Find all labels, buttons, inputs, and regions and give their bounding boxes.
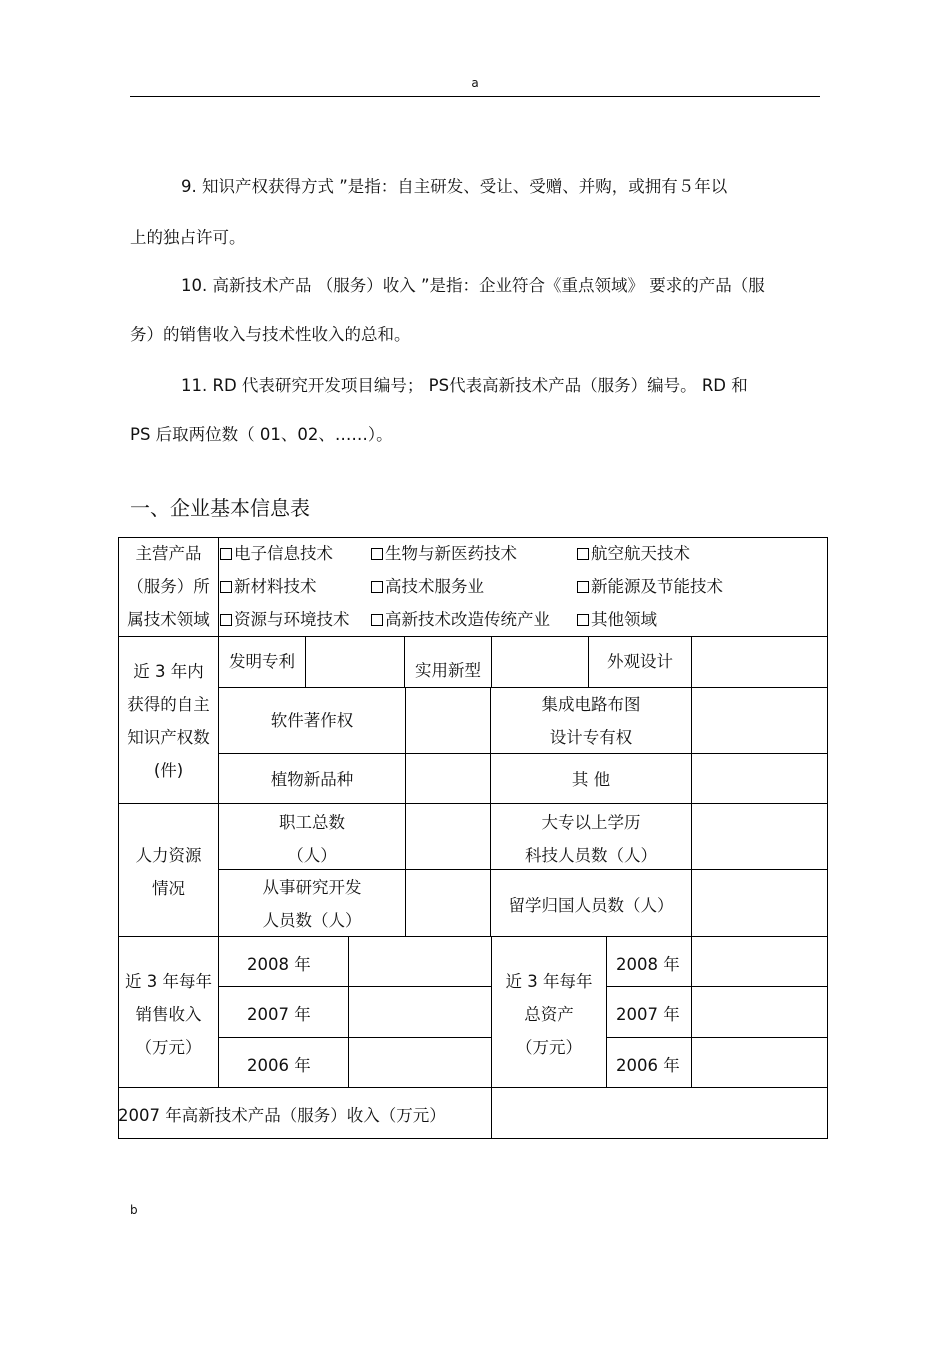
sales-label-3: （万元） [135, 1038, 202, 1057]
assets-year-2006: 2006 年 [616, 1056, 680, 1075]
rd-staff-label-2: 人员数（人） [262, 911, 362, 930]
note-9-line1: 9. 知识产权获得方式 ”是指：自主研发、受让、受赠、并购，或拥有５年以 [181, 177, 728, 196]
option-new-materials[interactable] [220, 570, 317, 603]
utility-model-value[interactable] [491, 636, 589, 688]
assets-label-2: 总资产 [524, 1005, 574, 1024]
ip-other-label: 其 他 [571, 770, 611, 789]
checkbox-icon[interactable] [220, 614, 232, 626]
design-label: 外观设计 [607, 652, 673, 671]
rd-staff-label-1: 从事研究开发 [262, 878, 362, 897]
assets-year-2007: 2007 年 [616, 1005, 680, 1024]
assets-2008-value[interactable] [691, 936, 828, 987]
checkbox-icon[interactable] [371, 581, 383, 593]
header-mark: a [471, 76, 479, 90]
option-label: 其他领域 [591, 610, 657, 629]
option-label: 高新技术改造传统产业 [385, 610, 550, 629]
design-value[interactable] [691, 636, 828, 688]
hightech-income-label: 2007 年高新技术产品（服务）收入（万元） [118, 1106, 446, 1125]
utility-model-label: 实用新型 [415, 661, 481, 680]
note-11-line2: PS 后取两位数（ 01、02、……）。 [130, 425, 393, 444]
checkbox-icon[interactable] [577, 548, 589, 560]
sales-year-2008: 2008 年 [247, 955, 311, 974]
college-staff-label-1: 大专以上学历 [541, 813, 641, 832]
option-label: 电子信息技术 [234, 544, 333, 563]
header-rule [130, 96, 820, 97]
option-label: 航空航天技术 [591, 544, 690, 563]
ip-label-1: 近 3 年内 [133, 662, 204, 681]
plant-variety-value[interactable] [405, 753, 491, 804]
ic-layout-label-2: 设计专有权 [549, 728, 633, 747]
college-staff-label-2: 科技人员数（人） [525, 846, 657, 865]
checkbox-icon[interactable] [220, 548, 232, 560]
note-11-line1: 11. RD 代表研究开发项目编号； PS代表高新技术产品（服务）编号。 RD 和 [181, 376, 748, 395]
checkbox-icon[interactable] [371, 614, 383, 626]
enterprise-info-table [118, 537, 828, 1139]
checkbox-icon[interactable] [220, 581, 232, 593]
invention-patent-value[interactable] [305, 636, 405, 688]
ic-layout-value[interactable] [691, 687, 828, 754]
sales-year-2007: 2007 年 [247, 1005, 311, 1024]
ip-label-2: 获得的自主 [127, 695, 210, 714]
tech-field-label-2: （服务）所 [127, 577, 210, 596]
checkbox-icon[interactable] [577, 581, 589, 593]
sales-2006-value[interactable] [348, 1037, 492, 1088]
checkbox-icon[interactable] [577, 614, 589, 626]
assets-2007-value[interactable] [691, 986, 828, 1038]
note-10-line2: 务）的销售收入与技术性收入的总和。 [130, 325, 411, 344]
rd-staff-value[interactable] [405, 869, 491, 937]
option-other-fields[interactable] [577, 603, 657, 636]
ip-label-4: (件) [153, 761, 184, 780]
tech-field-label-1: 主营产品 [135, 544, 202, 563]
option-high-tech-services[interactable] [371, 570, 484, 603]
option-resources-environment[interactable] [220, 603, 350, 636]
footer-mark: b [130, 1203, 138, 1217]
ip-label-3: 知识产权数 [127, 728, 210, 747]
hr-label-2: 情况 [152, 879, 185, 898]
section-title: 一、企业基本信息表 [130, 496, 310, 520]
total-staff-label-2: （人） [287, 846, 337, 865]
total-staff-label-1: 职工总数 [279, 813, 345, 832]
software-value[interactable] [405, 687, 491, 754]
returnees-label: 留学归国人员数（人） [508, 896, 674, 915]
option-electronic-info[interactable] [220, 537, 333, 570]
option-traditional-upgrade[interactable] [371, 603, 550, 636]
total-staff-value[interactable] [405, 803, 491, 870]
option-label: 生物与新医药技术 [385, 544, 517, 563]
sales-2007-value[interactable] [348, 986, 492, 1038]
sales-year-2006: 2006 年 [247, 1056, 311, 1075]
returnees-value[interactable] [691, 869, 828, 937]
tech-field-label-3: 属技术领域 [127, 610, 210, 629]
option-label: 新能源及节能技术 [591, 577, 723, 596]
assets-year-2008: 2008 年 [616, 955, 680, 974]
software-label: 软件著作权 [270, 711, 354, 730]
option-label: 资源与环境技术 [234, 610, 350, 629]
option-label: 高技术服务业 [385, 577, 484, 596]
option-biomedical[interactable] [371, 537, 517, 570]
hr-label-1: 人力资源 [135, 846, 202, 865]
checkbox-icon[interactable] [371, 548, 383, 560]
option-aerospace[interactable] [577, 537, 690, 570]
sales-2008-value[interactable] [348, 936, 492, 987]
invention-patent-label: 发明专利 [229, 652, 295, 671]
note-10-line1: 10. 高新技术产品 （服务）收入 ”是指：企业符合《重点领域》 要求的产品（服 [181, 276, 765, 295]
college-staff-value[interactable] [691, 803, 828, 870]
ip-other-value[interactable] [691, 753, 828, 804]
assets-label-1: 近 3 年每年 [505, 972, 593, 991]
plant-variety-label: 植物新品种 [270, 770, 354, 789]
sales-label-1: 近 3 年每年 [125, 972, 212, 991]
assets-label-3: （万元） [516, 1038, 582, 1057]
assets-2006-value[interactable] [691, 1037, 828, 1088]
hightech-income-value[interactable] [491, 1087, 828, 1139]
option-new-energy[interactable] [577, 570, 723, 603]
note-9-line2: 上的独占许可。 [130, 228, 246, 247]
ic-layout-label-1: 集成电路布图 [541, 695, 641, 714]
sales-label-2: 销售收入 [135, 1005, 202, 1024]
option-label: 新材料技术 [234, 577, 317, 596]
